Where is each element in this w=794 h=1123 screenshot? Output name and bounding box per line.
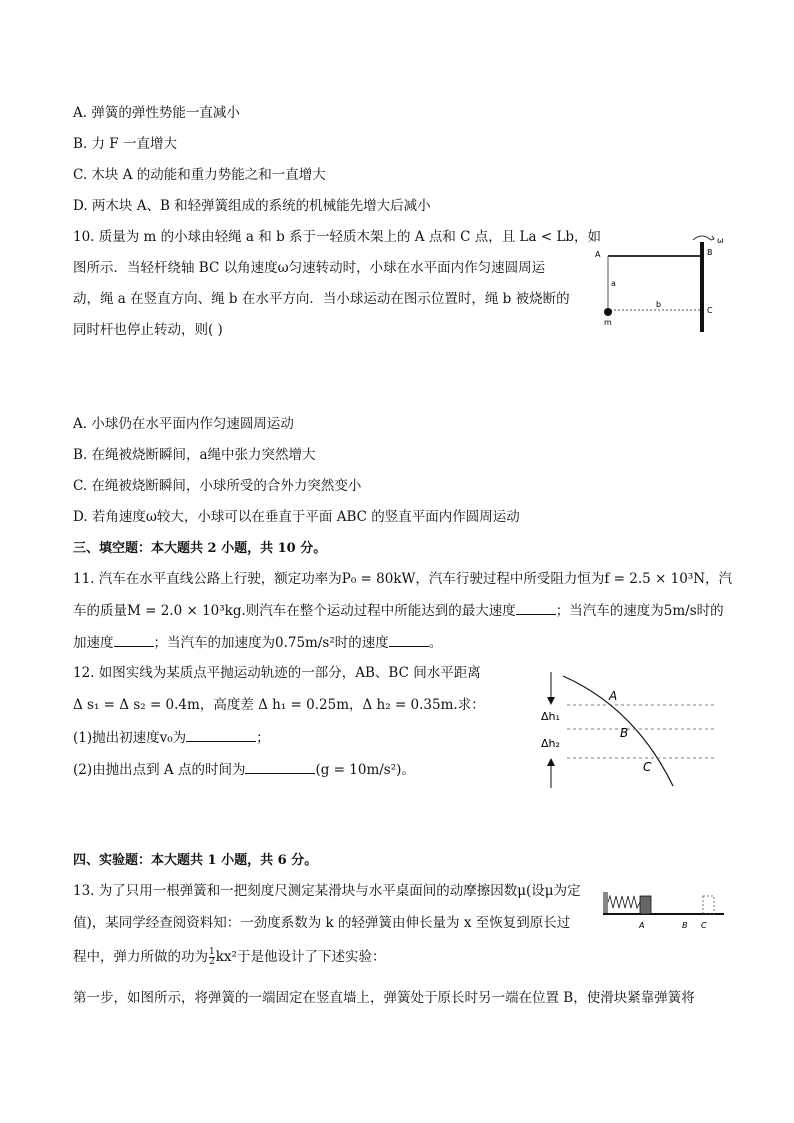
q11-text-2a: 车的质量M = 2.0 × 10³kg.则汽车在整个运动过程中所能达到的最大速度: [73, 603, 516, 619]
label-pos-b: B: [682, 921, 688, 930]
q10-line-2: 图所示．当轻杆绕轴 BC 以角速度ω匀速转动时，小球在水平面内作匀速圆周运: [73, 260, 546, 276]
q9-option-b: B. 力 F 一直增大: [73, 136, 177, 152]
slider-block: [640, 896, 651, 914]
arrow-bottom-head: [547, 758, 555, 766]
label-rope-a: a: [611, 279, 616, 288]
ball: [604, 308, 612, 316]
arrow-top-head: [547, 697, 555, 705]
label-point-c: C: [643, 760, 652, 774]
q11-text-3c: 。: [428, 635, 443, 651]
q13-text-3c: 于是他设计了下述实验：: [236, 949, 386, 965]
q13-line-3: [73, 944, 385, 970]
q13-text-3a: 程中，弹力所做的功为: [73, 949, 208, 965]
q13-line-2: 值)，某同学经查阅资料知：一劲度系数为 k 的轻弹簧由伸长量为 x 至恢复到原长过: [73, 915, 571, 931]
label-point-b: B: [620, 726, 629, 740]
q11-text-3b: ；当汽车的加速度为0.75m/s²时的速度: [153, 635, 389, 651]
label-pos-c: C: [701, 921, 707, 930]
wall: [603, 892, 608, 914]
q10-line-3: 动，绳 a 在竖直方向、绳 b 在水平方向．当小球运动在图示位置时，绳 b 被烧断的: [73, 291, 570, 307]
section-4-heading: 四、实验题：本大题共 1 小题，共 6 分。: [73, 853, 318, 868]
fraction-denominator: 2: [209, 957, 215, 967]
label-c-point: C: [707, 306, 713, 315]
answer-blank-time[interactable]: [245, 759, 315, 774]
answer-blank-acceleration[interactable]: [114, 632, 154, 647]
answer-blank-speed[interactable]: [389, 632, 429, 647]
q11-line-1: 11. 汽车在水平直线公路上行驶，额定功率为P₀ = 80kW，汽车行驶过程中所受阻力恒为f = 2.5 × 10³N，汽: [73, 571, 733, 587]
q12-line-1: 12. 如图实线为某质点平抛运动轨迹的一部分，AB、BC 间水平距离: [73, 665, 481, 681]
q12-line-3: [73, 727, 270, 748]
q12-figure: [535, 668, 720, 790]
spring: [608, 896, 640, 908]
label-dh2: Δh₂: [541, 737, 560, 750]
q13-figure: [602, 886, 727, 932]
q10-option-b: B. 在绳被烧断瞬间，a绳中张力突然增大: [73, 447, 316, 463]
q12-text-3a: (1)抛出初速度v₀为: [73, 730, 187, 746]
label-a-point: A: [595, 250, 601, 259]
q9-option-a: A. 弹簧的弹性势能一直减小: [73, 105, 240, 121]
trajectory-curve: [563, 676, 673, 786]
fraction-numerator: 1: [209, 947, 215, 957]
label-b-point: B: [707, 248, 713, 257]
fraction-one-half: [209, 948, 215, 967]
rotation-arrow: [693, 236, 711, 240]
q9-option-c: C. 木块 A 的动能和重力势能之和一直增大: [73, 167, 326, 183]
q12-text-3b: ；: [256, 730, 270, 746]
q11-line-3: [73, 632, 442, 653]
answer-blank-v0[interactable]: [186, 727, 256, 742]
label-pos-a: A: [639, 921, 645, 930]
label-point-a: A: [609, 689, 618, 703]
q12-text-4b: (g = 10m/s²)。: [315, 762, 415, 778]
label-mass: m: [604, 318, 612, 327]
q10-line-1: 10. 质量为 m 的小球由轻绳 a 和 b 系于一轻质木架上的 A 点和 C 点，且 La < Lb，如: [73, 229, 602, 245]
q11-line-2: [73, 600, 724, 621]
q13-text-3b: kx²: [215, 949, 237, 965]
q12-line-4: [73, 759, 415, 780]
q10-line-4: 同时杆也停止转动，则( ): [73, 322, 223, 338]
q10-option-d: D. 若角速度ω较大，小球可以在垂直于平面 ABC 的竖直平面内作圆周运动: [73, 509, 520, 525]
label-omega: ω: [717, 236, 724, 245]
q12-text-4a: (2)由抛出点到 A 点的时间为: [73, 762, 246, 778]
q10-figure: [590, 228, 760, 338]
q11-text-2b: ；当汽车的速度为5m/s时的: [555, 603, 724, 619]
label-rope-b: b: [656, 300, 662, 309]
q10-option-c: C. 在绳被烧断瞬间，小球所受的合外力突然变小: [73, 478, 362, 494]
q10-option-a: A. 小球仍在水平面内作匀速圆周运动: [73, 416, 294, 432]
slider-ghost: [703, 896, 714, 914]
q13-line-1: 13. 为了只用一根弹簧和一把刻度尺测定某滑块与水平桌面间的动摩擦因数μ(设μ为定: [73, 883, 581, 899]
answer-blank-max-speed[interactable]: [516, 600, 556, 615]
q11-text-3a: 加速度: [73, 635, 114, 651]
q13-line-4: 第一步，如图所示，将弹簧的一端固定在竖直墙上，弹簧处于原长时另一端在位置 B，使滑块紧靠弹簧将: [73, 990, 695, 1006]
q9-option-d: D. 两木块 A、B 和轻弹簧组成的系统的机械能先增大后减小: [73, 198, 431, 214]
label-dh1: Δh₁: [541, 710, 560, 723]
section-3-heading: 三、填空题：本大题共 2 小题，共 10 分。: [73, 541, 327, 556]
q12-line-2: Δ s₁ = Δ s₂ = 0.4m，高度差 Δ h₁ = 0.25m，Δ h₂ = 0.35m.求：: [73, 697, 485, 713]
